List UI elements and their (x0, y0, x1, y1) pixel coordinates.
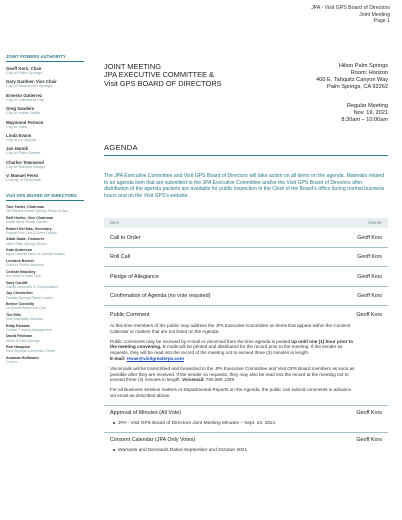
roster-entry (6, 146, 88, 156)
meeting-hours: 8:30am – 10:00am (341, 116, 388, 123)
roster-entry (6, 216, 88, 224)
location-line-3: 400 E. Tahquitz Canyon Way (316, 77, 388, 83)
location-line-2: Room: Horizon (350, 70, 388, 76)
roster-entry (6, 302, 88, 310)
meeting-date: Nov. 19, 2021 (353, 109, 388, 116)
member-name: Robert Del Mas, Secretary (6, 226, 52, 231)
consent-bullet-text: Warrants and Demands Dated September and October 2021 (118, 447, 248, 453)
agenda-heading: AGENDA (104, 143, 138, 152)
member-name: Lorraine Becker (6, 258, 35, 263)
row-item: Confirmation of Agenda (no vote required) (110, 293, 211, 299)
jpa-heading: JOINT POWERS AUTHORITY (6, 54, 84, 62)
roster-entry (6, 291, 88, 299)
member-affiliation: Ellis Hospitality Services (6, 317, 43, 322)
public-comment-head (110, 306, 382, 323)
member-affiliation: Palm Springs Convention Center (6, 349, 56, 354)
member-affiliation: Indian Wells Tennis Garden (6, 219, 48, 224)
member-name: Eddy Estrada (6, 323, 30, 328)
email-link[interactable]: revae@visitgreaterps.com (126, 355, 184, 361)
member-name: Geoff Kors, Chair (6, 66, 42, 71)
title-line-1: JOINT MEETING (104, 62, 161, 71)
roster-entry (6, 270, 88, 278)
roster-entry (6, 79, 88, 89)
member-name: Jan Harnik (6, 146, 28, 152)
member-affiliation: City of La Quinta (6, 136, 36, 142)
roster-entry (6, 248, 88, 256)
header-meeting-type: Joint Meeting (359, 11, 390, 18)
member-affiliation: City of Desert Hot Springs (6, 83, 53, 89)
row-item: Consent Calendar (JPA Only Votes) (110, 437, 196, 444)
row-owner: Geoff Kors (357, 234, 382, 241)
col-item-header: Item (110, 220, 120, 226)
member-name: Tom Tabler, Chairman (6, 204, 45, 209)
title-line-3: Visit GPS BOARD OF DIRECTORS (104, 78, 222, 88)
voicemail-number: 760.969.1309 (204, 377, 235, 383)
member-affiliation: City of Indian Wells (6, 110, 41, 116)
p3-text-a: Voicemails will be transcribed and forwarded to the JPA Executive Committee and Visit GPS Board members as soon as possible after they are received. If the sender so requests, they may also be read into the record at the meeting not to exceed three (3) minutes in length. (110, 365, 355, 383)
col-owner-header: Owner (367, 220, 382, 226)
row-owner: Geoff Kors (357, 254, 382, 260)
member-affiliation: County of Riverside (6, 177, 41, 183)
member-name: V. Manuel Perez (6, 173, 39, 179)
agenda-row-consent (104, 433, 388, 453)
agenda-row-approval (104, 406, 388, 433)
roster-entry (6, 133, 88, 143)
agenda-table (104, 218, 388, 459)
member-affiliation: City of Indio (6, 123, 28, 129)
roster-entry (6, 66, 88, 76)
roster-entry (6, 345, 88, 353)
member-affiliation: City of Cathedral City (6, 96, 44, 102)
member-affiliation: La Quinta Resort and Club (6, 306, 47, 311)
approval-bullet (110, 421, 382, 426)
row-item: Call to Order (110, 234, 141, 241)
board-heading: Visit GPS BOARD OF DIRECTORS (6, 193, 84, 201)
member-name: Greg Sanders (6, 106, 35, 112)
roster-entry (6, 120, 88, 130)
voicemail-label: Voicemail: (182, 377, 205, 383)
member-name: Kate Anderson (6, 248, 33, 253)
member-name: Celeste Brackley (6, 269, 36, 274)
roster-entry (6, 313, 88, 321)
member-name: Amanda Hoffmann (6, 356, 39, 361)
roster-entry (6, 324, 88, 332)
member-affiliation: Ozzie's (6, 360, 18, 365)
roster-entry (6, 227, 88, 235)
header-page-number: Page 1 (373, 18, 390, 25)
roster-entry (6, 237, 88, 245)
roster-entry (6, 281, 88, 289)
bullet-dot-icon (113, 422, 115, 424)
roster-entry (6, 93, 88, 103)
member-name: Tim Ellis (6, 312, 22, 317)
member-name: Aftab Dada, Treasurer (6, 237, 45, 242)
table-header (104, 218, 388, 228)
location-line-1: Hilton Palm Springs (338, 63, 388, 69)
consent-bullet (110, 448, 382, 453)
member-name: Waymond Fermon (6, 119, 44, 125)
email-label: E-mail: (110, 355, 126, 361)
agenda-divider (104, 155, 388, 156)
row-item: Approval of Minutes (All Vote) (110, 410, 182, 417)
bullet-dot-icon (113, 449, 115, 451)
member-name: Gary Cardiff (6, 280, 28, 285)
member-name: David Feldman (6, 334, 33, 339)
member-name: Ernesto Gutierrez (6, 92, 43, 98)
agenda-row-call-to-order (104, 228, 388, 248)
meeting-label: Regular Meeting (346, 103, 388, 109)
row-item: Roll Call (110, 254, 131, 260)
jpa-member-list (6, 66, 88, 183)
agenda-row-confirmation (104, 287, 388, 306)
member-affiliation: Hilton Palm Springs Resort (6, 241, 47, 246)
consent-head (110, 433, 382, 448)
member-affiliation: City of Palm Springs (6, 70, 43, 75)
roster-entry (6, 259, 88, 267)
agenda-row-public-comment (104, 306, 388, 406)
member-name: Gary Gardner, Vice Chair (6, 79, 57, 85)
member-name: Charles Townsend (6, 159, 44, 165)
row-item: Public Comment (110, 311, 150, 318)
roster-entry (6, 160, 88, 170)
row-owner: Geoff Kors (356, 410, 382, 417)
location-line-4: Palm Springs, CA 92262 (327, 84, 388, 90)
agenda-row-pledge (104, 267, 388, 287)
row-item: Pledge of Allegiance (110, 273, 159, 280)
member-affiliation: Hilton of Palm Springs (6, 338, 40, 343)
member-name: Ron Hampton (6, 345, 31, 350)
member-affiliation: Greater Property Management (6, 327, 52, 332)
member-name: Bernie Connelly (6, 302, 35, 307)
roster-entry (6, 106, 88, 116)
row-owner: Geoff Kors (356, 437, 382, 444)
member-affiliation: Fantasy Springs Resort Casino (6, 295, 53, 300)
row-owner: Geoff Kors (356, 311, 382, 318)
title-line-2: JPA EXECUTIVE COMMITTEE & (104, 70, 214, 80)
member-affiliation: Cotino's Pueblo Museum (6, 263, 44, 268)
member-affiliation: City of Rancho Mirage (6, 163, 46, 169)
page-header (311, 5, 390, 25)
public-comment-p2 (110, 339, 356, 362)
intro-paragraph: The JPA Executive Committee and Visit GPS Board of Directors will take action on all items on the agenda. Materials related to an agenda item that are submitted to the JPA Executive Committee and/or the Visit GPS Board of Directors after distribution of the agenda packets are available for public inspection in the Clerk of the Board's office during normal business hours and on the Visit GPS's website. (104, 173, 385, 199)
row-owner: Geoff Kors (357, 293, 382, 299)
member-name: Linda Evans (6, 132, 32, 138)
roster-entry (6, 334, 88, 342)
member-name: Rolf Hoehn, Vice Chairman (6, 215, 54, 220)
member-affiliation: Empire Polo Club & Event Facility (6, 230, 57, 235)
member-affiliation: Agua Caliente Band of Cahuilla Indians (6, 252, 66, 257)
member-affiliation: City of Palm Desert (6, 150, 41, 156)
board-member-list (6, 205, 88, 364)
roster-entry (6, 173, 88, 183)
meeting-location (316, 63, 388, 91)
header-org: JPA - Visit GPS Board of Directors (311, 5, 390, 11)
member-affiliation: Ace Hotel & Swim Club (6, 273, 42, 278)
roster-entry (6, 205, 88, 213)
roster-entry (6, 356, 88, 364)
public-comment-p4: For all Business Session matters or Departmental Reports on the Agenda, the public can submit comments in advance via email as described above. (110, 387, 352, 398)
p2-text-a: Public comments may be received by e-mail or voicemail from the time agenda is posted (110, 338, 292, 344)
p2-text-c: E-mails will be printed and distributed for the record prior to the meeting. If the sender so requests, they will be read into the record of the meeting not to exceed three (3) minutes in length. (110, 344, 343, 356)
row-owner: Geoff Kors (357, 273, 382, 280)
member-affiliation: Cardiff Limousine & Transportation (6, 284, 59, 289)
approval-head (110, 406, 382, 421)
sidebar-roster (0, 54, 88, 367)
agenda-row-roll-call (104, 248, 388, 267)
member-name: Jay Chesterton (6, 291, 33, 296)
public-comment-p1: At this time members of the public may address the JPA Executive Committee on items that appear within the Consent Calendar or matters that are not listed on the Agenda. (110, 323, 351, 334)
meeting-title (104, 63, 254, 88)
p2-text-b: up until one (1) hour prior to the meeting convening. (110, 338, 354, 350)
member-affiliation: JW Marriott Desert Springs Resort & Spa (6, 209, 68, 214)
meeting-time (341, 103, 388, 123)
approval-bullet-text: JPA - Visit GPS Board of Directors Joint Meeting Minutes – Sept. 24, 2021 (118, 420, 276, 426)
public-comment-p3 (110, 366, 356, 383)
